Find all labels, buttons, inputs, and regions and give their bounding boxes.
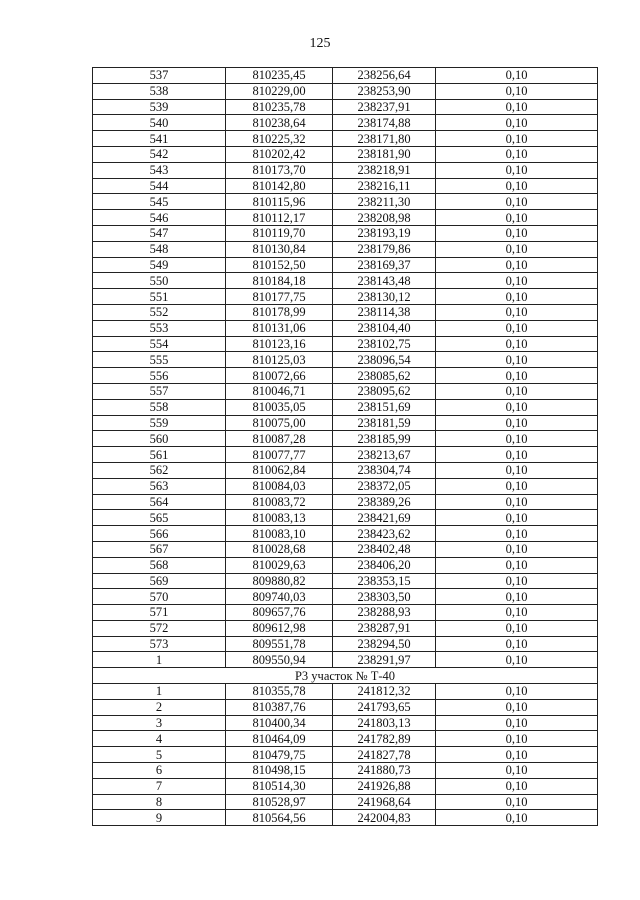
table-row bbox=[93, 115, 598, 131]
accuracy-value: 0,10 bbox=[436, 715, 598, 731]
accuracy-value: 0,10 bbox=[436, 557, 598, 573]
x-coordinate: 810238,64 bbox=[226, 115, 333, 131]
x-coordinate: 810046,71 bbox=[226, 383, 333, 399]
y-coordinate: 238253,90 bbox=[333, 83, 436, 99]
x-coordinate: 810087,28 bbox=[226, 431, 333, 447]
accuracy-value: 0,10 bbox=[436, 810, 598, 826]
x-coordinate: 810083,13 bbox=[226, 510, 333, 526]
table-row bbox=[93, 320, 598, 336]
table-row bbox=[93, 715, 598, 731]
point-number: 569 bbox=[93, 573, 226, 589]
table-row bbox=[93, 289, 598, 305]
table-body-part-2 bbox=[93, 684, 598, 826]
table-row bbox=[93, 573, 598, 589]
y-coordinate: 238181,59 bbox=[333, 415, 436, 431]
accuracy-value: 0,10 bbox=[436, 115, 598, 131]
x-coordinate: 810115,96 bbox=[226, 194, 333, 210]
point-number: 544 bbox=[93, 178, 226, 194]
x-coordinate: 810028,68 bbox=[226, 541, 333, 557]
y-coordinate: 241926,88 bbox=[333, 778, 436, 794]
table-row bbox=[93, 747, 598, 763]
x-coordinate: 810112,17 bbox=[226, 210, 333, 226]
point-number: 543 bbox=[93, 162, 226, 178]
coordinates-table bbox=[92, 67, 598, 826]
x-coordinate: 810178,99 bbox=[226, 304, 333, 320]
table-row bbox=[93, 131, 598, 147]
section-header-group bbox=[93, 668, 598, 684]
accuracy-value: 0,10 bbox=[436, 573, 598, 589]
point-number: 562 bbox=[93, 462, 226, 478]
table-row bbox=[93, 778, 598, 794]
y-coordinate: 238256,64 bbox=[333, 68, 436, 84]
y-coordinate: 238406,20 bbox=[333, 557, 436, 573]
accuracy-value: 0,10 bbox=[436, 794, 598, 810]
accuracy-value: 0,10 bbox=[436, 431, 598, 447]
y-coordinate: 238114,38 bbox=[333, 304, 436, 320]
x-coordinate: 810125,03 bbox=[226, 352, 333, 368]
point-number: 1 bbox=[93, 652, 226, 668]
y-coordinate: 238169,37 bbox=[333, 257, 436, 273]
table-row bbox=[93, 431, 598, 447]
table-row bbox=[93, 557, 598, 573]
x-coordinate: 810235,78 bbox=[226, 99, 333, 115]
x-coordinate: 810387,76 bbox=[226, 699, 333, 715]
table-row bbox=[93, 399, 598, 415]
y-coordinate: 241812,32 bbox=[333, 684, 436, 700]
table-row bbox=[93, 810, 598, 826]
point-number: 560 bbox=[93, 431, 226, 447]
table-row bbox=[93, 68, 598, 84]
point-number: 547 bbox=[93, 225, 226, 241]
y-coordinate: 238372,05 bbox=[333, 478, 436, 494]
x-coordinate: 810083,72 bbox=[226, 494, 333, 510]
y-coordinate: 238130,12 bbox=[333, 289, 436, 305]
accuracy-value: 0,10 bbox=[436, 699, 598, 715]
y-coordinate: 238211,30 bbox=[333, 194, 436, 210]
y-coordinate: 238208,98 bbox=[333, 210, 436, 226]
point-number: 558 bbox=[93, 399, 226, 415]
table-row bbox=[93, 636, 598, 652]
table-row bbox=[93, 257, 598, 273]
y-coordinate: 238402,48 bbox=[333, 541, 436, 557]
point-number: 568 bbox=[93, 557, 226, 573]
table-row bbox=[93, 447, 598, 463]
x-coordinate: 810084,03 bbox=[226, 478, 333, 494]
x-coordinate: 810564,56 bbox=[226, 810, 333, 826]
accuracy-value: 0,10 bbox=[436, 589, 598, 605]
point-number: 565 bbox=[93, 510, 226, 526]
accuracy-value: 0,10 bbox=[436, 510, 598, 526]
x-coordinate: 810514,30 bbox=[226, 778, 333, 794]
accuracy-value: 0,10 bbox=[436, 99, 598, 115]
table-row bbox=[93, 336, 598, 352]
x-coordinate: 810177,75 bbox=[226, 289, 333, 305]
accuracy-value: 0,10 bbox=[436, 320, 598, 336]
y-coordinate: 241782,89 bbox=[333, 731, 436, 747]
accuracy-value: 0,10 bbox=[436, 763, 598, 779]
x-coordinate: 810202,42 bbox=[226, 146, 333, 162]
section-title: Р3 участок № Т-40 bbox=[93, 668, 598, 684]
table-row bbox=[93, 352, 598, 368]
accuracy-value: 0,10 bbox=[436, 241, 598, 257]
x-coordinate: 810528,97 bbox=[226, 794, 333, 810]
accuracy-value: 0,10 bbox=[436, 304, 598, 320]
table-row bbox=[93, 684, 598, 700]
table-row bbox=[93, 541, 598, 557]
accuracy-value: 0,10 bbox=[436, 684, 598, 700]
y-coordinate: 238288,93 bbox=[333, 605, 436, 621]
table-row bbox=[93, 478, 598, 494]
y-coordinate: 238237,91 bbox=[333, 99, 436, 115]
y-coordinate: 238104,40 bbox=[333, 320, 436, 336]
point-number: 6 bbox=[93, 763, 226, 779]
table-row bbox=[93, 273, 598, 289]
accuracy-value: 0,10 bbox=[436, 83, 598, 99]
table-row bbox=[93, 620, 598, 636]
x-coordinate: 810062,84 bbox=[226, 462, 333, 478]
y-coordinate: 238085,62 bbox=[333, 368, 436, 384]
y-coordinate: 238389,26 bbox=[333, 494, 436, 510]
x-coordinate: 810355,78 bbox=[226, 684, 333, 700]
accuracy-value: 0,10 bbox=[436, 131, 598, 147]
y-coordinate: 238216,11 bbox=[333, 178, 436, 194]
table-row bbox=[93, 83, 598, 99]
y-coordinate: 238304,74 bbox=[333, 462, 436, 478]
y-coordinate: 238421,69 bbox=[333, 510, 436, 526]
table-row bbox=[93, 210, 598, 226]
accuracy-value: 0,10 bbox=[436, 447, 598, 463]
accuracy-value: 0,10 bbox=[436, 368, 598, 384]
point-number: 9 bbox=[93, 810, 226, 826]
x-coordinate: 810229,00 bbox=[226, 83, 333, 99]
point-number: 573 bbox=[93, 636, 226, 652]
x-coordinate: 810173,70 bbox=[226, 162, 333, 178]
point-number: 550 bbox=[93, 273, 226, 289]
accuracy-value: 0,10 bbox=[436, 289, 598, 305]
accuracy-value: 0,10 bbox=[436, 68, 598, 84]
accuracy-value: 0,10 bbox=[436, 162, 598, 178]
y-coordinate: 241880,73 bbox=[333, 763, 436, 779]
table-row bbox=[93, 794, 598, 810]
y-coordinate: 241803,13 bbox=[333, 715, 436, 731]
x-coordinate: 810479,75 bbox=[226, 747, 333, 763]
point-number: 555 bbox=[93, 352, 226, 368]
y-coordinate: 238174,88 bbox=[333, 115, 436, 131]
table-row bbox=[93, 368, 598, 384]
point-number: 540 bbox=[93, 115, 226, 131]
y-coordinate: 238179,86 bbox=[333, 241, 436, 257]
table-row bbox=[93, 162, 598, 178]
point-number: 548 bbox=[93, 241, 226, 257]
table-row bbox=[93, 462, 598, 478]
x-coordinate: 809612,98 bbox=[226, 620, 333, 636]
accuracy-value: 0,10 bbox=[436, 225, 598, 241]
y-coordinate: 241793,65 bbox=[333, 699, 436, 715]
point-number: 557 bbox=[93, 383, 226, 399]
x-coordinate: 810072,66 bbox=[226, 368, 333, 384]
x-coordinate: 809880,82 bbox=[226, 573, 333, 589]
table-row bbox=[93, 731, 598, 747]
accuracy-value: 0,10 bbox=[436, 146, 598, 162]
x-coordinate: 810123,16 bbox=[226, 336, 333, 352]
accuracy-value: 0,10 bbox=[436, 194, 598, 210]
x-coordinate: 810077,77 bbox=[226, 447, 333, 463]
table-row bbox=[93, 605, 598, 621]
x-coordinate: 809551,78 bbox=[226, 636, 333, 652]
x-coordinate: 810464,09 bbox=[226, 731, 333, 747]
x-coordinate: 809657,76 bbox=[226, 605, 333, 621]
section-header-row bbox=[93, 668, 598, 684]
point-number: 563 bbox=[93, 478, 226, 494]
table-row bbox=[93, 194, 598, 210]
y-coordinate: 238151,69 bbox=[333, 399, 436, 415]
table-row bbox=[93, 304, 598, 320]
point-number: 539 bbox=[93, 99, 226, 115]
y-coordinate: 238102,75 bbox=[333, 336, 436, 352]
point-number: 7 bbox=[93, 778, 226, 794]
y-coordinate: 238287,91 bbox=[333, 620, 436, 636]
point-number: 3 bbox=[93, 715, 226, 731]
accuracy-value: 0,10 bbox=[436, 747, 598, 763]
y-coordinate: 238181,90 bbox=[333, 146, 436, 162]
accuracy-value: 0,10 bbox=[436, 636, 598, 652]
x-coordinate: 810152,50 bbox=[226, 257, 333, 273]
x-coordinate: 810131,06 bbox=[226, 320, 333, 336]
x-coordinate: 810035,05 bbox=[226, 399, 333, 415]
y-coordinate: 238291,97 bbox=[333, 652, 436, 668]
point-number: 2 bbox=[93, 699, 226, 715]
y-coordinate: 238213,67 bbox=[333, 447, 436, 463]
point-number: 549 bbox=[93, 257, 226, 273]
y-coordinate: 238294,50 bbox=[333, 636, 436, 652]
x-coordinate: 809550,94 bbox=[226, 652, 333, 668]
point-number: 8 bbox=[93, 794, 226, 810]
y-coordinate: 238096,54 bbox=[333, 352, 436, 368]
x-coordinate: 809740,03 bbox=[226, 589, 333, 605]
accuracy-value: 0,10 bbox=[436, 336, 598, 352]
accuracy-value: 0,10 bbox=[436, 383, 598, 399]
table-row bbox=[93, 699, 598, 715]
table-row bbox=[93, 415, 598, 431]
accuracy-value: 0,10 bbox=[436, 620, 598, 636]
accuracy-value: 0,10 bbox=[436, 257, 598, 273]
accuracy-value: 0,10 bbox=[436, 778, 598, 794]
point-number: 567 bbox=[93, 541, 226, 557]
point-number: 538 bbox=[93, 83, 226, 99]
point-number: 571 bbox=[93, 605, 226, 621]
accuracy-value: 0,10 bbox=[436, 273, 598, 289]
point-number: 1 bbox=[93, 684, 226, 700]
x-coordinate: 810142,80 bbox=[226, 178, 333, 194]
point-number: 564 bbox=[93, 494, 226, 510]
accuracy-value: 0,10 bbox=[436, 652, 598, 668]
table-row bbox=[93, 99, 598, 115]
x-coordinate: 810083,10 bbox=[226, 526, 333, 542]
y-coordinate: 241827,78 bbox=[333, 747, 436, 763]
x-coordinate: 810225,32 bbox=[226, 131, 333, 147]
accuracy-value: 0,10 bbox=[436, 731, 598, 747]
table-row bbox=[93, 178, 598, 194]
point-number: 556 bbox=[93, 368, 226, 384]
page-number: 125 bbox=[309, 36, 331, 51]
accuracy-value: 0,10 bbox=[436, 178, 598, 194]
table-row bbox=[93, 494, 598, 510]
point-number: 552 bbox=[93, 304, 226, 320]
x-coordinate: 810130,84 bbox=[226, 241, 333, 257]
point-number: 551 bbox=[93, 289, 226, 305]
accuracy-value: 0,10 bbox=[436, 494, 598, 510]
accuracy-value: 0,10 bbox=[436, 478, 598, 494]
x-coordinate: 810119,70 bbox=[226, 225, 333, 241]
y-coordinate: 238185,99 bbox=[333, 431, 436, 447]
point-number: 542 bbox=[93, 146, 226, 162]
accuracy-value: 0,10 bbox=[436, 605, 598, 621]
point-number: 5 bbox=[93, 747, 226, 763]
accuracy-value: 0,10 bbox=[436, 541, 598, 557]
point-number: 572 bbox=[93, 620, 226, 636]
accuracy-value: 0,10 bbox=[436, 399, 598, 415]
y-coordinate: 238353,15 bbox=[333, 573, 436, 589]
table-body-part-1 bbox=[93, 68, 598, 668]
point-number: 537 bbox=[93, 68, 226, 84]
table-row bbox=[93, 510, 598, 526]
y-coordinate: 238143,48 bbox=[333, 273, 436, 289]
accuracy-value: 0,10 bbox=[436, 415, 598, 431]
accuracy-value: 0,10 bbox=[436, 526, 598, 542]
table-row bbox=[93, 589, 598, 605]
point-number: 553 bbox=[93, 320, 226, 336]
x-coordinate: 810235,45 bbox=[226, 68, 333, 84]
y-coordinate: 238218,91 bbox=[333, 162, 436, 178]
x-coordinate: 810498,15 bbox=[226, 763, 333, 779]
y-coordinate: 238193,19 bbox=[333, 225, 436, 241]
y-coordinate: 238095,62 bbox=[333, 383, 436, 399]
x-coordinate: 810029,63 bbox=[226, 557, 333, 573]
point-number: 570 bbox=[93, 589, 226, 605]
x-coordinate: 810400,34 bbox=[226, 715, 333, 731]
y-coordinate: 238171,80 bbox=[333, 131, 436, 147]
table-row bbox=[93, 241, 598, 257]
point-number: 554 bbox=[93, 336, 226, 352]
table-row bbox=[93, 383, 598, 399]
y-coordinate: 242004,83 bbox=[333, 810, 436, 826]
table-row bbox=[93, 652, 598, 668]
point-number: 545 bbox=[93, 194, 226, 210]
point-number: 561 bbox=[93, 447, 226, 463]
point-number: 541 bbox=[93, 131, 226, 147]
point-number: 546 bbox=[93, 210, 226, 226]
table-row bbox=[93, 146, 598, 162]
table-row bbox=[93, 526, 598, 542]
table-row bbox=[93, 763, 598, 779]
y-coordinate: 238423,62 bbox=[333, 526, 436, 542]
point-number: 566 bbox=[93, 526, 226, 542]
accuracy-value: 0,10 bbox=[436, 210, 598, 226]
accuracy-value: 0,10 bbox=[436, 462, 598, 478]
x-coordinate: 810075,00 bbox=[226, 415, 333, 431]
y-coordinate: 241968,64 bbox=[333, 794, 436, 810]
point-number: 4 bbox=[93, 731, 226, 747]
accuracy-value: 0,10 bbox=[436, 352, 598, 368]
table-row bbox=[93, 225, 598, 241]
y-coordinate: 238303,50 bbox=[333, 589, 436, 605]
point-number: 559 bbox=[93, 415, 226, 431]
x-coordinate: 810184,18 bbox=[226, 273, 333, 289]
